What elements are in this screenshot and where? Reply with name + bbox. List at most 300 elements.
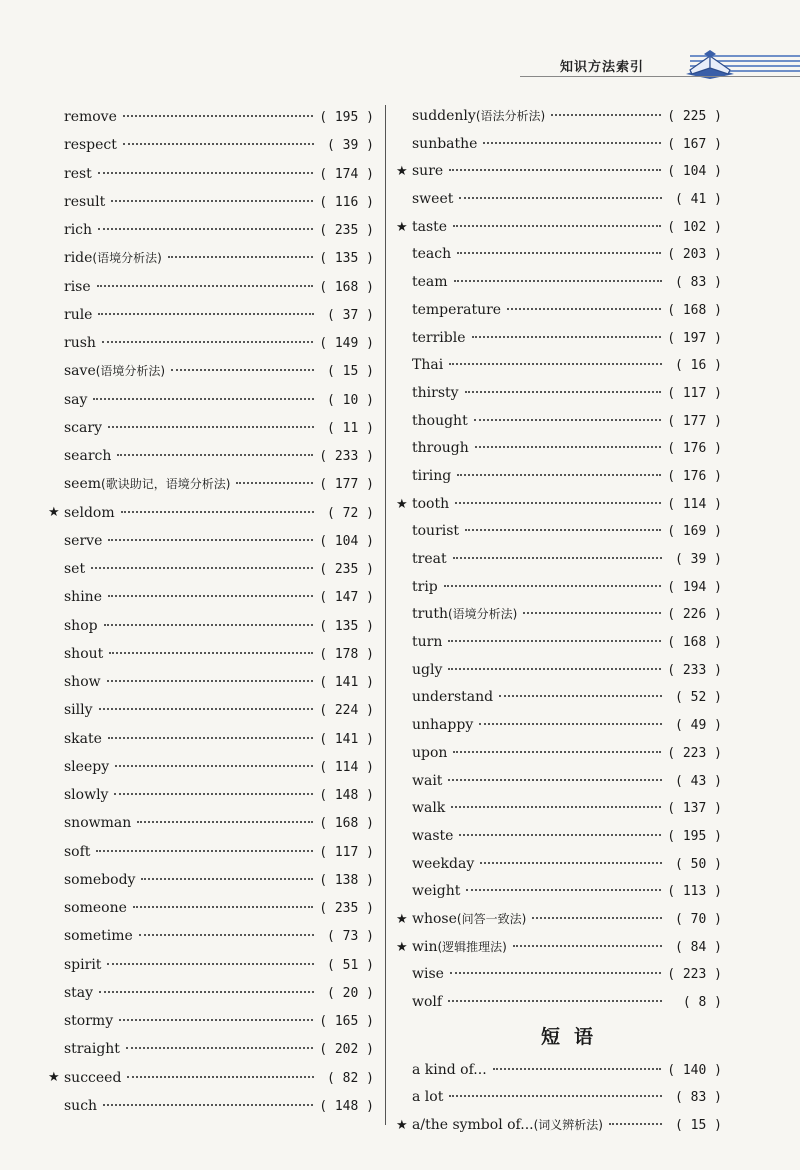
entry-word: seldom xyxy=(64,504,115,521)
dot-leader xyxy=(449,169,661,171)
index-entry xyxy=(64,1007,374,1035)
index-entry xyxy=(396,1112,722,1140)
entry-page-number: ( 178 ) xyxy=(319,646,374,662)
entry-page-number: ( 84 ) xyxy=(675,939,722,955)
entry-page-number: ( 176 ) xyxy=(667,441,722,457)
entry-page-number: ( 223 ) xyxy=(667,745,722,761)
entry-page-number: ( 83 ) xyxy=(675,275,722,291)
index-entry xyxy=(64,951,374,979)
dot-leader xyxy=(474,419,662,421)
entry-method-note: (问答一致法) xyxy=(456,911,527,926)
entry-word: rich xyxy=(64,222,93,238)
index-entry xyxy=(412,352,722,380)
entry-word: win xyxy=(412,938,438,955)
entry-page-number: ( 202 ) xyxy=(319,1042,374,1058)
entry-page-number: ( 169 ) xyxy=(667,524,722,540)
entry-word: straight xyxy=(64,1041,120,1058)
entry-word: teach xyxy=(412,246,452,263)
entry-word: scary xyxy=(64,419,102,436)
entry-page-number: ( 41 ) xyxy=(675,192,722,208)
entry-page-number: ( 225 ) xyxy=(667,109,722,124)
entry-word: stormy xyxy=(64,1013,114,1029)
entry-page-number: ( 194 ) xyxy=(667,579,722,595)
dot-leader xyxy=(532,917,662,919)
entry-word: a kind of... xyxy=(412,1061,487,1078)
dot-leader xyxy=(115,765,313,767)
index-entry xyxy=(64,103,374,131)
dot-leader xyxy=(449,1095,662,1097)
index-entry xyxy=(412,380,722,408)
entry-page-number: ( 177 ) xyxy=(319,477,374,493)
entry-method-note: (语境分析法) xyxy=(447,607,518,622)
index-entry xyxy=(64,696,374,724)
index-entry xyxy=(412,684,722,712)
entry-page-number: ( 168 ) xyxy=(319,279,374,295)
entry-page-number: ( 50 ) xyxy=(675,856,722,872)
dot-leader xyxy=(465,391,662,393)
entry-word: rest xyxy=(64,165,92,182)
dot-leader xyxy=(123,143,314,145)
dot-leader xyxy=(455,502,661,504)
index-entry xyxy=(64,725,374,753)
index-entry xyxy=(64,894,374,922)
dot-leader xyxy=(123,115,313,117)
entry-word: show xyxy=(64,674,101,690)
entry-page-number: ( 224 ) xyxy=(319,703,374,719)
entry-page-number: ( 195 ) xyxy=(319,110,374,125)
entry-word: rise xyxy=(64,278,91,295)
dot-leader xyxy=(114,793,313,795)
dot-leader xyxy=(475,446,661,448)
dot-leader xyxy=(102,341,313,343)
dot-leader xyxy=(451,806,661,808)
entry-word: skate xyxy=(64,730,102,747)
dot-leader xyxy=(609,1123,662,1125)
dot-leader xyxy=(99,991,314,993)
dot-leader xyxy=(513,945,662,947)
index-entry xyxy=(412,546,722,574)
entry-word: Thai xyxy=(412,357,444,374)
entry-word: slowly xyxy=(64,787,109,803)
entry-word: shine xyxy=(64,589,102,606)
index-entry xyxy=(412,989,722,1017)
entry-word: tiring xyxy=(412,467,452,484)
entry-page-number: ( 135 ) xyxy=(319,251,374,267)
entry-word: tourist xyxy=(412,523,460,540)
entry-page-number: ( 11 ) xyxy=(327,420,374,436)
entry-word: say xyxy=(64,391,88,408)
index-entry xyxy=(64,922,374,950)
entry-page-number: ( 233 ) xyxy=(667,662,722,678)
entry-page-number: ( 113 ) xyxy=(667,884,722,900)
dot-leader xyxy=(121,511,314,513)
index-entry xyxy=(396,491,722,519)
dot-leader xyxy=(499,695,662,697)
index-entry xyxy=(412,961,722,989)
index-entry xyxy=(64,640,374,668)
entry-word: a/the symbol of... xyxy=(412,1117,534,1134)
dot-leader xyxy=(507,308,661,310)
entry-word: ride xyxy=(64,250,93,267)
dot-leader xyxy=(139,934,314,936)
dot-leader xyxy=(466,889,661,891)
entry-word: result xyxy=(64,193,106,210)
entry-page-number: ( 83 ) xyxy=(675,1090,722,1106)
index-entry xyxy=(412,657,722,685)
entry-page-number: ( 117 ) xyxy=(319,844,374,860)
index-entry xyxy=(412,186,722,214)
dot-leader xyxy=(453,751,661,753)
entry-word: sometime xyxy=(64,928,133,945)
dot-leader xyxy=(133,906,313,908)
entry-page-number: ( 39 ) xyxy=(675,552,722,567)
entry-word: silly xyxy=(64,702,93,719)
index-entry xyxy=(412,851,722,879)
index-entry xyxy=(412,712,722,740)
index-entry xyxy=(64,838,374,866)
dot-leader xyxy=(168,256,313,258)
entry-page-number: ( 137 ) xyxy=(667,801,722,817)
entry-page-number: ( 72 ) xyxy=(327,505,374,521)
dot-leader xyxy=(523,612,661,614)
index-entry xyxy=(64,527,374,555)
dot-leader xyxy=(98,172,313,174)
index-entry xyxy=(412,408,722,436)
left-index-column xyxy=(48,103,374,1120)
dot-leader xyxy=(99,708,314,710)
entry-word: wait xyxy=(412,772,443,789)
entry-word: search xyxy=(64,448,112,464)
entry-word: taste xyxy=(412,218,448,235)
entry-word: weight xyxy=(412,883,461,900)
entry-method-note: (语境分析法) xyxy=(95,364,166,379)
entry-word: soft xyxy=(64,843,91,860)
entry-word: treat xyxy=(412,551,447,567)
dot-leader xyxy=(98,228,313,230)
dot-leader xyxy=(448,640,661,642)
entry-page-number: ( 52 ) xyxy=(675,690,722,706)
dot-leader xyxy=(108,737,313,739)
index-entry xyxy=(64,668,374,696)
entry-word: trip xyxy=(412,578,438,595)
entry-word: sunbathe xyxy=(412,135,478,152)
dot-leader xyxy=(551,114,661,116)
dot-leader xyxy=(448,779,662,781)
dot-leader xyxy=(93,398,314,400)
dot-leader xyxy=(108,539,313,541)
dot-leader xyxy=(479,723,662,725)
entry-word: sleepy xyxy=(64,758,110,775)
entry-page-number: ( 203 ) xyxy=(667,247,722,263)
entry-method-note: (语境分析法) xyxy=(92,251,162,266)
dot-leader xyxy=(141,878,313,880)
index-entry xyxy=(64,1035,374,1063)
dot-leader xyxy=(108,426,314,428)
entry-word: snowman xyxy=(64,815,132,832)
dot-leader xyxy=(91,567,313,569)
entry-page-number: ( 167 ) xyxy=(667,136,722,152)
entry-page-number: ( 15 ) xyxy=(675,1118,722,1134)
entry-page-number: ( 43 ) xyxy=(675,773,722,789)
dot-leader xyxy=(97,285,314,287)
entry-page-number: ( 235 ) xyxy=(319,901,374,916)
index-entry xyxy=(48,1064,374,1092)
dot-leader xyxy=(103,1104,313,1106)
entry-method-note: (语法分析法) xyxy=(475,109,546,123)
entry-word: remove xyxy=(64,109,117,125)
header-title: 知识方法索引 xyxy=(560,60,645,75)
entry-word: turn xyxy=(412,634,443,651)
index-entry xyxy=(64,753,374,781)
entry-word: ugly xyxy=(412,661,443,678)
dot-leader xyxy=(493,1068,662,1070)
entry-word: upon xyxy=(412,744,448,761)
entry-page-number: ( 168 ) xyxy=(667,635,722,651)
dot-leader xyxy=(137,821,313,823)
index-entry xyxy=(64,244,374,272)
index-entry xyxy=(412,795,722,823)
dot-leader xyxy=(448,668,661,670)
entry-word: terrible xyxy=(412,329,466,346)
star-icon: ★ xyxy=(396,496,408,512)
entry-page-number: ( 114 ) xyxy=(319,759,374,775)
star-icon: ★ xyxy=(48,504,60,520)
entry-page-number: ( 233 ) xyxy=(319,449,374,464)
entry-word: sure xyxy=(412,163,444,180)
index-entry xyxy=(412,325,722,353)
index-entry xyxy=(412,518,722,546)
right-index-column xyxy=(396,103,722,1140)
entry-word: temperature xyxy=(412,301,502,318)
entry-word: such xyxy=(64,1097,98,1114)
entry-word: shop xyxy=(64,617,98,634)
entry-word: unhappy xyxy=(412,717,474,734)
entry-method-note: (逻辑推理法) xyxy=(437,939,507,954)
entry-word: spirit xyxy=(64,956,102,973)
entry-page-number: ( 15 ) xyxy=(327,364,374,380)
entry-page-number: ( 49 ) xyxy=(675,718,722,734)
index-entry xyxy=(412,1084,722,1112)
index-entry xyxy=(412,103,722,131)
dot-leader xyxy=(448,1000,662,1002)
entry-word: thirsty xyxy=(412,384,459,401)
index-entry xyxy=(64,414,374,442)
index-entry xyxy=(64,131,374,159)
dot-leader xyxy=(457,252,661,254)
dot-leader xyxy=(96,850,313,852)
dot-leader xyxy=(109,652,313,654)
entry-word: somebody xyxy=(64,871,136,888)
entry-word: wise xyxy=(412,966,444,983)
entry-page-number: ( 70 ) xyxy=(675,911,722,927)
dot-leader xyxy=(453,225,661,227)
index-entry xyxy=(64,809,374,837)
dot-leader xyxy=(444,585,661,587)
entry-page-number: ( 148 ) xyxy=(319,1098,374,1114)
entry-page-number: ( 39 ) xyxy=(327,138,374,154)
header-rule xyxy=(520,76,800,77)
entry-word: thought xyxy=(412,412,468,429)
index-entry xyxy=(412,131,722,159)
entry-word: set xyxy=(64,561,86,577)
dot-leader xyxy=(450,972,661,974)
dot-leader xyxy=(171,369,314,371)
index-entry xyxy=(396,158,722,186)
index-entry xyxy=(64,188,374,216)
dot-leader xyxy=(449,363,662,365)
entry-page-number: ( 226 ) xyxy=(667,607,722,623)
dot-leader xyxy=(236,482,313,484)
index-entry xyxy=(64,979,374,1007)
entry-page-number: ( 140 ) xyxy=(667,1062,722,1078)
index-entry xyxy=(396,934,722,962)
column-divider xyxy=(385,105,386,1125)
index-entry xyxy=(64,273,374,301)
index-entry xyxy=(64,357,374,385)
index-entry xyxy=(412,269,722,297)
phrases-section-title: 短语 xyxy=(540,1025,607,1048)
index-entry xyxy=(64,612,374,640)
entry-word: rush xyxy=(64,335,96,351)
entry-word: waste xyxy=(412,827,454,844)
entry-word: serve xyxy=(64,532,103,549)
dot-leader xyxy=(472,336,662,338)
entry-page-number: ( 135 ) xyxy=(319,618,374,634)
index-entry xyxy=(412,740,722,768)
dot-leader xyxy=(465,529,661,531)
entry-word: through xyxy=(412,440,469,457)
dot-leader xyxy=(459,197,662,199)
entry-page-number: ( 177 ) xyxy=(667,413,722,429)
entry-page-number: ( 141 ) xyxy=(319,675,374,690)
entry-page-number: ( 102 ) xyxy=(667,219,722,235)
index-entry xyxy=(64,1092,374,1120)
index-entry xyxy=(64,470,374,498)
entry-word: whose xyxy=(412,910,457,927)
index-entry xyxy=(396,906,722,934)
entry-page-number: ( 168 ) xyxy=(667,302,722,318)
entry-word: rule xyxy=(64,306,93,323)
dot-leader xyxy=(107,963,314,965)
star-icon: ★ xyxy=(396,911,408,927)
entry-page-number: ( 117 ) xyxy=(667,385,722,401)
index-entry xyxy=(412,601,722,629)
entry-page-number: ( 223 ) xyxy=(667,967,722,983)
entry-word: understand xyxy=(412,689,494,706)
entry-page-number: ( 235 ) xyxy=(319,223,374,238)
entry-word: succeed xyxy=(64,1069,122,1086)
entry-page-number: ( 10 ) xyxy=(327,392,374,408)
entry-word: sweet xyxy=(412,191,454,208)
entry-page-number: ( 20 ) xyxy=(327,985,374,1001)
entry-page-number: ( 73 ) xyxy=(327,929,374,945)
entry-page-number: ( 148 ) xyxy=(319,788,374,803)
dot-leader xyxy=(104,624,314,626)
star-icon: ★ xyxy=(396,219,408,235)
entry-method-note: (歌诀助记，语境分析法) xyxy=(101,477,231,492)
dot-leader xyxy=(483,142,661,144)
dot-leader xyxy=(453,557,662,559)
entry-page-number: ( 138 ) xyxy=(319,872,374,888)
entry-word: wolf xyxy=(412,994,443,1010)
index-entry xyxy=(64,781,374,809)
dot-leader xyxy=(127,1076,314,1078)
index-entry xyxy=(64,866,374,894)
dot-leader xyxy=(459,834,661,836)
dot-leader xyxy=(480,862,662,864)
entry-word: suddenly xyxy=(412,108,476,124)
star-icon: ★ xyxy=(396,939,408,955)
dot-leader xyxy=(108,595,313,597)
dot-leader xyxy=(98,313,314,315)
entry-word: truth xyxy=(412,606,448,623)
entry-page-number: ( 16 ) xyxy=(675,358,722,374)
dot-leader xyxy=(119,1019,313,1021)
entry-word: someone xyxy=(64,900,127,916)
star-icon: ★ xyxy=(48,1069,60,1085)
index-entry xyxy=(64,301,374,329)
entry-word: save xyxy=(64,363,96,380)
index-entry xyxy=(64,386,374,414)
entry-word: a lot xyxy=(412,1089,444,1106)
index-entry xyxy=(396,214,722,242)
dot-leader xyxy=(111,200,313,202)
index-entry xyxy=(64,329,374,357)
entry-method-note: (词义辨析法) xyxy=(533,1118,603,1133)
entry-page-number: ( 141 ) xyxy=(319,731,374,747)
index-entry xyxy=(412,574,722,602)
entry-word: team xyxy=(412,274,448,291)
dot-leader xyxy=(126,1047,313,1049)
entry-page-number: ( 149 ) xyxy=(319,336,374,351)
index-entry xyxy=(64,442,374,470)
entry-page-number: ( 195 ) xyxy=(667,828,722,844)
index-entry xyxy=(412,629,722,657)
index-entry xyxy=(412,823,722,851)
index-entry xyxy=(64,216,374,244)
dot-leader xyxy=(117,454,313,456)
entry-page-number: ( 174 ) xyxy=(319,166,374,182)
page-header xyxy=(0,0,800,80)
index-entry xyxy=(412,435,722,463)
entry-page-number: ( 37 ) xyxy=(327,307,374,323)
entry-page-number: ( 116 ) xyxy=(319,194,374,210)
index-entry xyxy=(64,555,374,583)
entry-page-number: ( 82 ) xyxy=(327,1070,374,1086)
index-entry xyxy=(412,463,722,491)
entry-page-number: ( 197 ) xyxy=(667,330,722,346)
index-entry xyxy=(412,241,722,269)
entry-page-number: ( 235 ) xyxy=(319,562,374,577)
index-entry xyxy=(412,768,722,796)
dot-leader xyxy=(454,280,662,282)
dot-leader xyxy=(107,680,314,682)
entry-page-number: ( 165 ) xyxy=(319,1014,374,1029)
entry-page-number: ( 147 ) xyxy=(319,590,374,606)
entry-page-number: ( 114 ) xyxy=(667,496,722,512)
index-entry xyxy=(412,1057,722,1085)
entry-word: shout xyxy=(64,645,104,662)
index-entry xyxy=(64,583,374,611)
entry-word: weekday xyxy=(412,855,475,872)
entry-word: stay xyxy=(64,984,94,1001)
star-icon: ★ xyxy=(396,1118,408,1134)
entry-page-number: ( 104 ) xyxy=(319,533,374,549)
entry-page-number: ( 51 ) xyxy=(327,957,374,973)
entry-page-number: ( 176 ) xyxy=(667,468,722,484)
index-entry xyxy=(412,878,722,906)
entry-word: seem xyxy=(64,476,102,493)
